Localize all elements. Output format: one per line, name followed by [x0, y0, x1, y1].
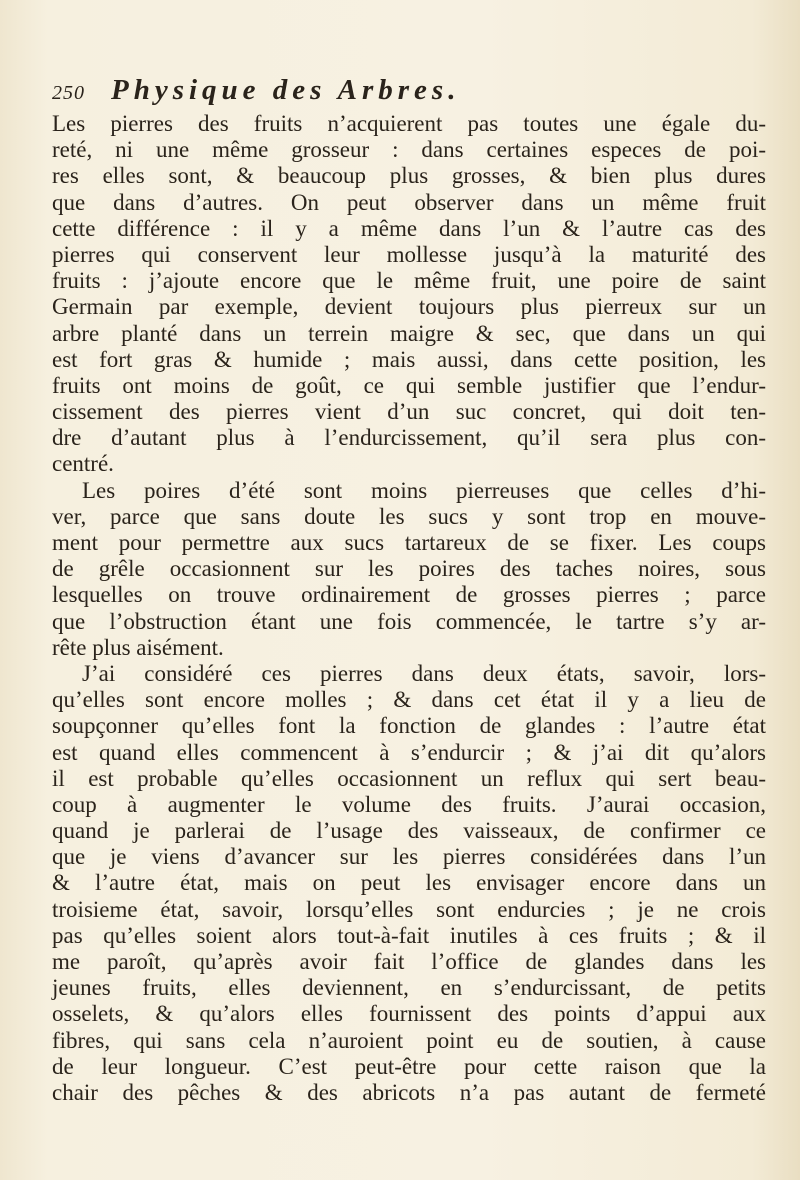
text-line: que dans d’autres. On peut observer dans un même fruit — [52, 189, 766, 215]
text-line: pas qu’elles soient alors tout-à-fait inutiles à ces fruits ; & il — [52, 922, 766, 948]
text-line: pierres qui conservent leur mollesse jusqu’à la maturité des — [52, 241, 766, 267]
paragraph — [52, 661, 766, 1106]
text-line: Germain par exemple, devient toujours plus pierreux sur un — [52, 294, 766, 320]
text-line: est quand elles commencent à s’endurcir ; & j’ai dit qu’alors — [52, 739, 766, 765]
text-line: dre d’autant plus à l’endurcissement, qu’il sera plus con- — [52, 425, 766, 451]
text-line: me paroît, qu’après avoir fait l’office de glandes dans les — [52, 949, 766, 974]
running-title: Physique des Arbres. — [111, 74, 461, 106]
text-line: fruits ont moins de goût, ce qui semble justifier que l’endur- — [52, 372, 766, 398]
text-line: Les pierres des fruits n’acquierent pas toutes une égale du- — [52, 111, 766, 136]
text-line: qu’elles sont encore molles ; & dans cet état il y a lieu de — [52, 687, 766, 713]
text-line: coup à augmenter le volume des fruits. J’aurai occasion, — [52, 791, 766, 817]
text-line: que je viens d’avancer sur les pierres considérées dans l’un — [52, 844, 766, 870]
text-line: ver, parce que sans doute les sucs y sont trop en mouve- — [52, 503, 766, 529]
text-line: quand je parlerai de l’usage des vaisseaux, de confirmer ce — [52, 818, 766, 844]
text-line: Les poires d’été sont moins pierreuses que celles d’hi- — [82, 477, 766, 503]
text-line: reté, ni une même grosseur : dans certaines especes de poi- — [52, 137, 766, 163]
page-header — [52, 74, 764, 114]
body-text — [52, 111, 766, 1106]
text-line: res elles sont, & beaucoup plus grosses, & bien plus dures — [52, 163, 766, 189]
paragraph — [52, 478, 766, 661]
text-line: cette différence : il y a même dans l’un & l’autre cas des — [52, 215, 766, 241]
text-line: soupçonner qu’elles font la fonction de glandes : l’autre état — [52, 713, 766, 739]
text-line: troisieme état, savoir, lorsqu’elles sont endurcies ; je ne crois — [52, 896, 766, 922]
text-line: ment pour permettre aux sucs tartareux de se fixer. Les coups — [52, 530, 766, 555]
text-line: fruits : j’ajoute encore que le même fruit, une poire de saint — [52, 268, 766, 294]
text-line: rête plus aisément. — [52, 634, 224, 660]
text-line: jeunes fruits, elles deviennent, en s’endurcissant, de petits — [52, 975, 766, 1001]
text-line: arbre planté dans un terrein maigre & sec, que dans un qui — [52, 320, 766, 346]
text-line: est fort gras & humide ; mais aussi, dans cette position, les — [52, 346, 766, 372]
text-line: que l’obstruction étant une fois commencée, le tartre s’y ar- — [52, 608, 766, 634]
text-line: J’ai considéré ces pierres dans deux états, savoir, lors- — [82, 660, 766, 686]
text-line: de leur longueur. C’est peut-être pour cette raison que la — [52, 1053, 766, 1079]
text-line: chair des pêches & des abricots n’a pas autant de fermeté — [52, 1079, 766, 1105]
text-line: & l’autre état, mais on peut les envisager encore dans un — [52, 870, 766, 896]
text-line: lesquelles on trouve ordinairement de grosses pierres ; parce — [52, 582, 766, 608]
text-line: centré. — [52, 451, 114, 477]
text-line: osselets, & qu’alors elles fournissent des points d’appui aux — [52, 1001, 766, 1027]
text-line: fibres, qui sans cela n’auroient point eu de soutien, à cause — [52, 1027, 766, 1053]
text-line: de grêle occasionnent sur les poires des taches noires, sous — [52, 556, 766, 582]
text-line: cissement des pierres vient d’un suc concret, qui doit ten- — [52, 399, 766, 425]
page-number: 250 — [52, 82, 85, 104]
text-line: il est probable qu’elles occasionnent un reflux qui sert beau- — [52, 765, 766, 791]
paragraph — [52, 111, 766, 478]
